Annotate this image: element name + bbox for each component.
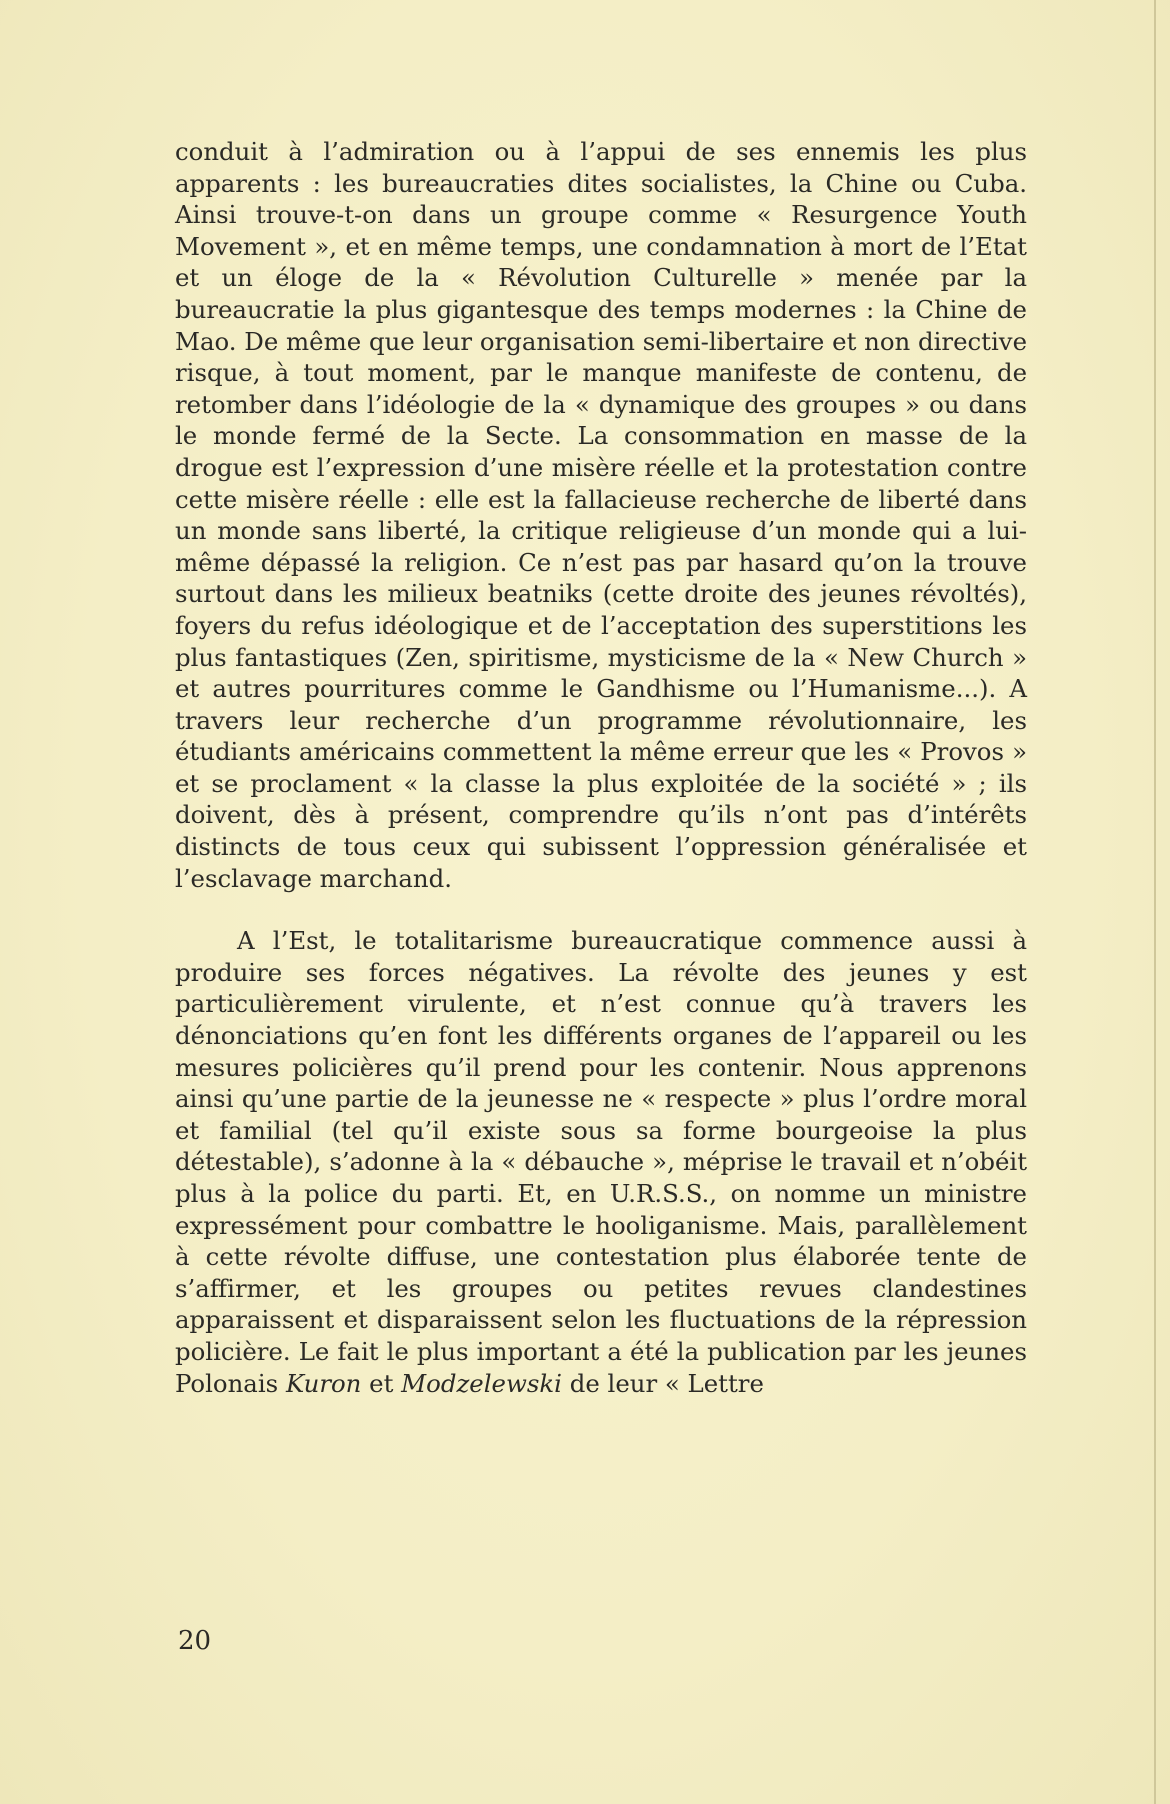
paragraph-2-text: A l’Est, le totalitarisme bureaucratique commence aussi à produire ses forces négatives. La révolte des jeunes y est particulièrement virulente, et n’est connue qu’à travers les dénonciations qu’en font les différents organes de l’appareil ou les mesures policières qu’il prend pour les contenir. Nous apprenons ainsi qu’une partie de la jeunesse ne « respecte » plus l’ordre moral et familial (tel qu’il existe sous sa forme bourgeoise la plus détestable), s’adonne à la « débauche », méprise le travail et n’obéit plus à la police du parti. Et, en U.R.S.S., on nomme un ministre expressément pour combattre le hooliganisme. Mais, parallèlement à cette révolte diffuse, une contestation plus élaborée tente de s’affirmer, et les groupes ou petites revues clandestines apparaissent et disparaissent selon les fluctuations de la répression policière. Le fait le plus important a été la publication par les jeunes Polonais [175, 926, 1027, 1398]
body-paragraph-2 [175, 925, 1027, 1399]
name-kuron: Kuron [285, 1368, 362, 1398]
text-column [175, 136, 1027, 1399]
body-paragraph-1: conduit à l’admiration ou à l’appui de ses ennemis les plus apparents : les bureaucraties dites socialistes, la Chine ou Cuba. Ainsi trouve-t-on dans un groupe comme « Resurgence Youth Movement », et en même temps, une condamnation à mort de l’Etat et un éloge de la « Révolution Culturelle » menée par la bureaucratie la plus gigantesque des temps modernes : la Chine de Mao. De même que leur organisation semi-libertaire et non directive risque, à tout moment, par le manque manifeste de contenu, de retomber dans l’idéologie de la « dynamique des groupes » ou dans le monde fermé de la Secte. La consommation en masse de la drogue est l’expression d’une misère réelle et la protestation contre cette misère réelle : elle est la fallacieuse recherche de liberté dans un monde sans liberté, la critique religieuse d’un monde qui a lui-même dépassé la religion. Ce n’est pas par hasard qu’on la trouve surtout dans les milieux beatniks (cette droite des jeunes révoltés), foyers du refus idéologique et de l’acceptation des superstitions les plus fantastiques (Zen, spiritisme, mysticisme de la « New Church » et autres pourritures comme le Gandhisme ou l’Humanisme...). A travers leur recherche d’un programme révolutionnaire, les étudiants américains commettent la même erreur que les « Provos » et se proclament « la classe la plus exploitée de la société » ; ils doivent, dès à présent, comprendre qu’ils n’ont pas d’intérêts distincts de tous ceux qui subissent l’oppression généralisée et l’esclavage marchand. [175, 137, 1027, 893]
conjunction: et [369, 1368, 394, 1398]
paragraph-2-end: de leur « Lettre [569, 1368, 764, 1398]
page-edge-line [1154, 0, 1156, 1804]
page-number: 20 [178, 1626, 212, 1656]
name-modzelewski: Modzelewski [401, 1368, 562, 1398]
